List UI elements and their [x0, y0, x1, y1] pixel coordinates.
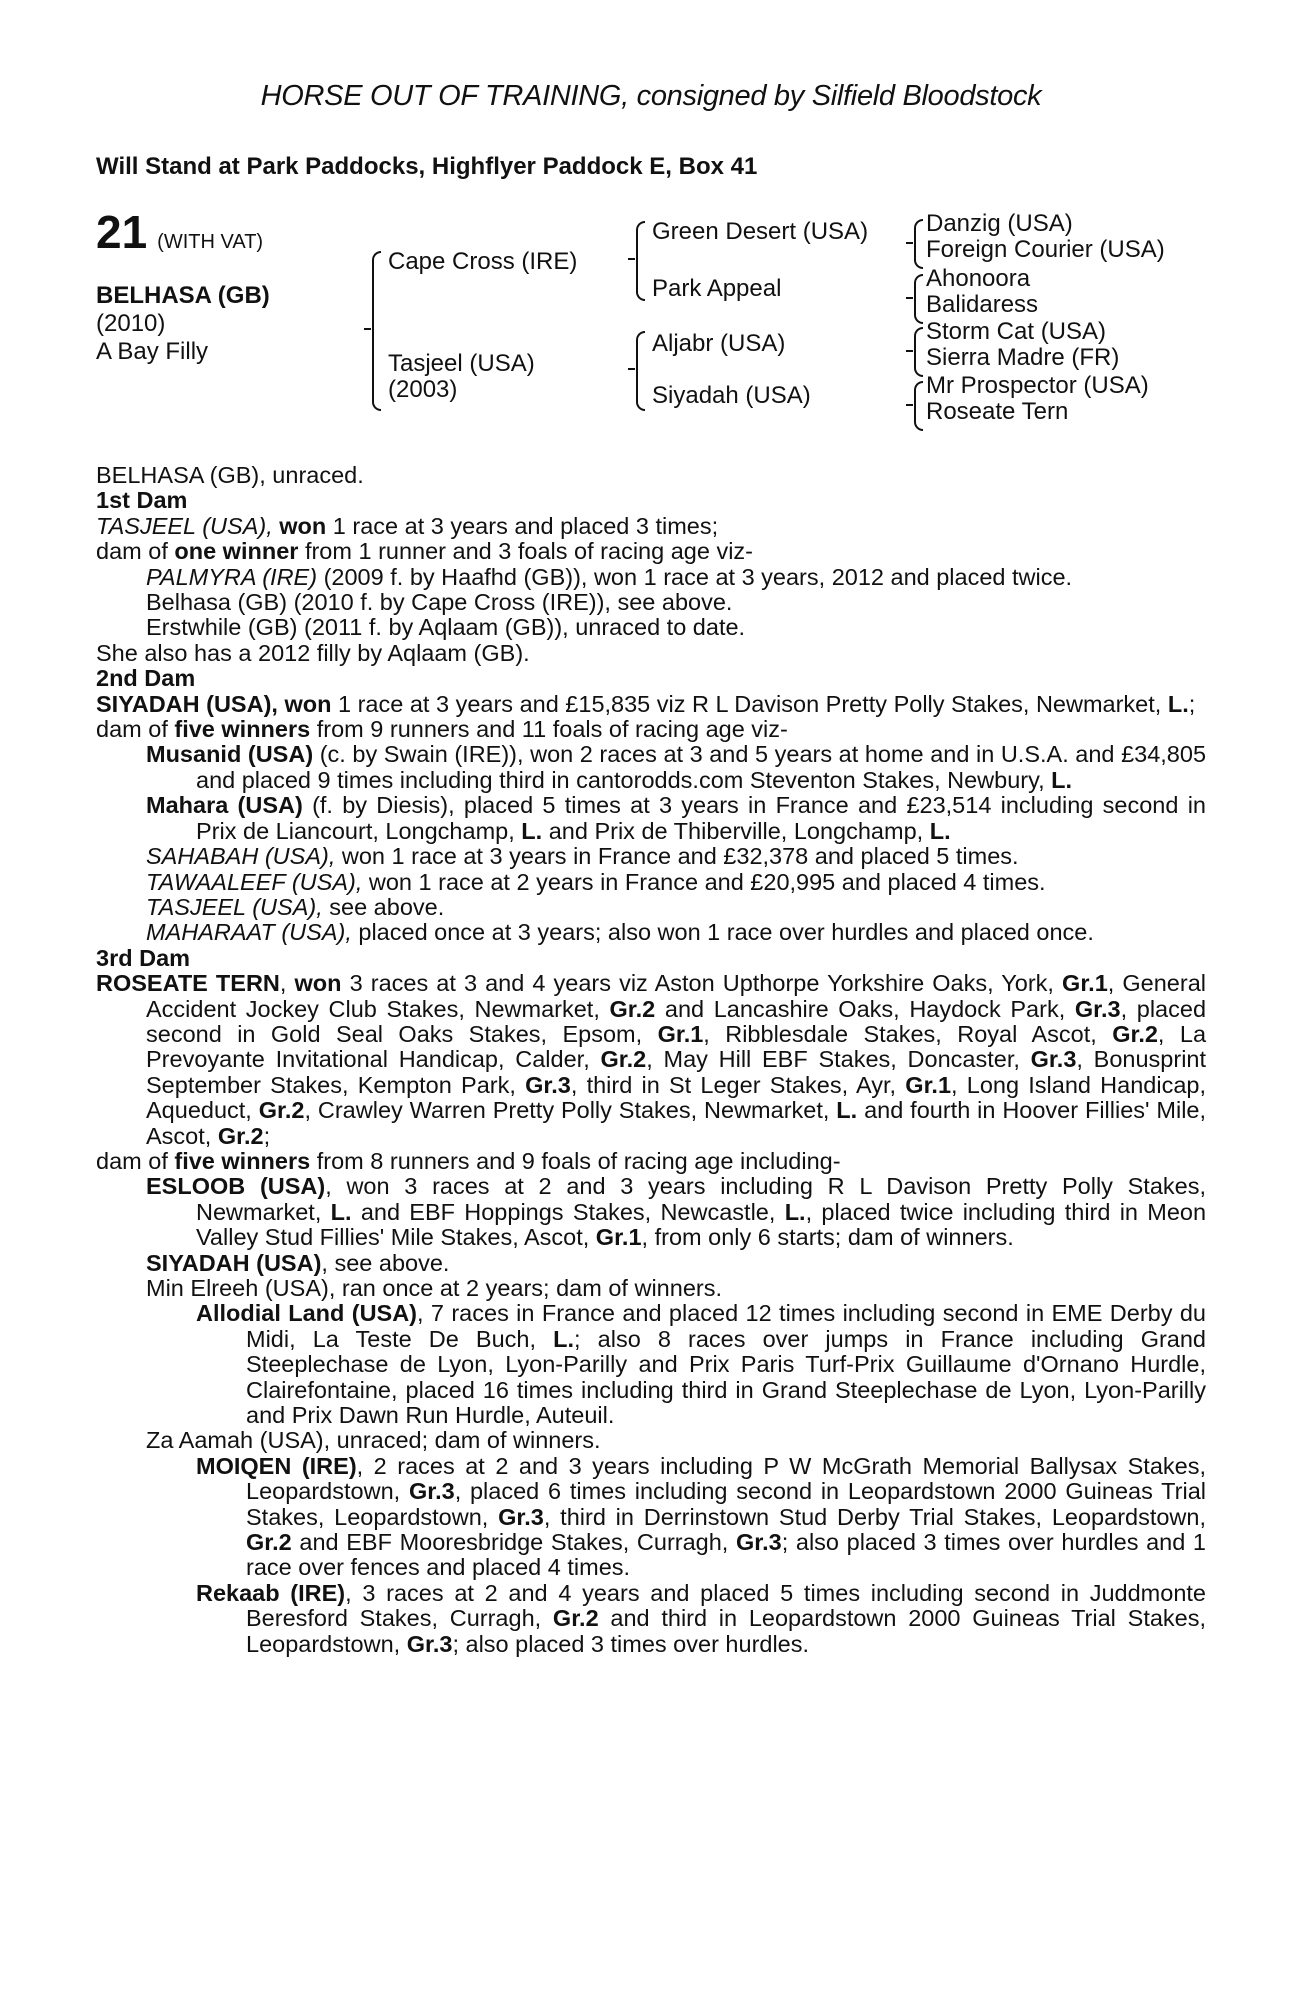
sire-sire: Green Desert (USA): [652, 218, 869, 245]
produce-entry: MOIQEN (IRE), 2 races at 2 and 3 years including P W McGrath Memorial Ballysax Stakes, Leopardstown, Gr.3, placed 6 times including second in Leopardstown 2000 Guineas Trial Stakes, Leopardstown, Gr.3, third in Derrinstown Stud Derby Trial Stakes, Leopardstown, Gr.2 and EBF Mooresbridge Stakes, Curragh, Gr.3; also placed 3 times over hurdles and 1 race over fences and placed 4 times.: [196, 1452, 1207, 1581]
ggp-1: Danzig (USA): [926, 210, 1073, 237]
also-note: She also has a 2012 filly by Aqlaam (GB).: [96, 639, 530, 666]
intro-line: BELHASA (GB), unraced.: [96, 462, 364, 488]
brace-ggp: [914, 327, 923, 377]
dam-record: ROSEATE TERN, won 3 races at 3 and 4 years viz Aston Upthorpe Yorkshire Oaks, York, Gr.1, General Accident Jockey Club Stakes, Newmarket, Gr.2 and Lancashire Oaks, Haydock Park, Gr.3, placed second in Gold Seal Oaks Stakes, Epsom, Gr.1, Ribblesdale Stakes, Royal Ascot, Gr.2, La Prevoyante Invitational Handicap, Calder, Gr.2, May Hill EBF Stakes, Doncaster, Gr.3, Bonusprint September Stakes, Kempton Park, Gr.3, third in St Leger Stakes, Ayr, Gr.1, Long Island Handicap, Aqueduct, Gr.2, Crawley Warren Pretty Polly Stakes, Newmarket, L. and fourth in Hoover Fillies' Mile, Ascot, Gr.2;: [96, 970, 1207, 1149]
produce-entry: TASJEEL (USA), see above.: [146, 893, 445, 920]
brace-tick: [906, 404, 913, 406]
second-dam-section: [96, 666, 1206, 945]
sire-name: Cape Cross (IRE): [388, 248, 578, 275]
ggp-4: Balidaress: [926, 291, 1039, 318]
lot-heading: [96, 206, 264, 258]
horse-description: A Bay Filly: [96, 338, 209, 365]
brace-tick: [364, 328, 371, 330]
produce-entry: Musanid (USA) (c. by Swain (IRE)), won 2 races at 3 and 5 years at home and in U.S.A. and £34,805 and placed 9 times including third in cantorodds.com Steventon Stakes, Newbury, L.: [146, 741, 1207, 793]
produce-summary: dam of five winners from 9 runners and 11 foals of racing age viz-: [96, 716, 788, 743]
dam-sire: Aljabr (USA): [652, 330, 786, 357]
produce-entry: SIYADAH (USA), see above.: [146, 1249, 450, 1276]
horse-year: (2010): [96, 310, 166, 337]
produce-entry: MAHARAAT (USA), placed once at 3 years; also won 1 race over hurdles and placed once.: [146, 919, 1094, 946]
dam-record: TASJEEL (USA), won 1 race at 3 years and placed 3 times;: [96, 512, 719, 539]
sire-dam: Park Appeal: [652, 275, 782, 302]
produce-summary: dam of one winner from 1 runner and 3 foals of racing age viz-: [96, 538, 753, 565]
brace-gen1: [372, 251, 381, 411]
produce-entry: Mahara (USA) (f. by Diesis), placed 5 times at 3 years in France and £23,514 including second in Prix de Liancourt, Longchamp, L. and Prix de Thiberville, Longchamp, L.: [146, 792, 1206, 844]
produce-entry: Rekaab (IRE), 3 races at 2 and 4 years and placed 5 times including second in Juddmonte Beresford Stakes, Curragh, Gr.2 and third in Leopardstown 2000 Guineas Trial Stakes, Leopardstown, Gr.3; also placed 3 times over hurdles.: [196, 1579, 1207, 1657]
dam-dam: Siyadah (USA): [652, 382, 811, 409]
brace-tick: [906, 297, 913, 299]
brace-sire: [636, 221, 645, 301]
ggp-3: Ahonoora: [926, 265, 1031, 292]
brace-tick: [628, 368, 635, 370]
ggp-5: Storm Cat (USA): [926, 318, 1107, 345]
ggp-8: Roseate Tern: [926, 398, 1069, 425]
vat-note: (WITH VAT): [157, 231, 264, 253]
dam-name: Tasjeel (USA): [388, 350, 535, 377]
brace-tick: [906, 350, 913, 352]
body-text: [96, 463, 1206, 1657]
produce-entry: PALMYRA (IRE) (2009 f. by Haafhd (GB)), won 1 race at 3 years, 2012 and placed twice.: [146, 563, 1073, 590]
page-title: HORSE OUT OF TRAINING, consigned by Silfield Bloodstock: [260, 80, 1042, 112]
produce-entry: Allodial Land (USA), 7 races in France and placed 12 times including second in EME Derby du Midi, La Teste De Buch, L.; also 8 races over jumps in France including Grand Steeplechase de Lyon, Lyon-Parilly and Prix Paris Turf-Prix Guillaume d'Ornano Hurdle, Clairefontaine, placed 16 times including third in Grand Steeplechase de Lyon, Lyon-Parilly and Prix Dawn Run Hurdle, Auteuil.: [196, 1300, 1207, 1429]
pedigree-table: [96, 206, 1206, 439]
ggp-6: Sierra Madre (FR): [926, 344, 1120, 371]
produce-entry: Za Aamah (USA), unraced; dam of winners.: [146, 1427, 601, 1454]
section-heading: 3rd Dam: [96, 944, 191, 971]
ggp-7: Mr Prospector (USA): [926, 372, 1149, 399]
lot-number: 21: [96, 206, 148, 258]
section-heading: 2nd Dam: [96, 665, 196, 692]
brace-ggp: [914, 274, 923, 324]
brace-ggp: [914, 219, 923, 269]
dam-record: SIYADAH (USA), won 1 race at 3 years and £15,835 viz R L Davison Pretty Polly Stakes, Newmarket, L.;: [96, 690, 1196, 717]
dam-year: (2003): [388, 376, 458, 403]
brace-dam: [636, 331, 645, 411]
brace-tick: [906, 242, 913, 244]
produce-entry: ESLOOB (USA), won 3 races at 2 and 3 years including R L Davison Pretty Polly Stakes, Newmarket, L. and EBF Hoppings Stakes, Newcastle, L., placed twice including third in Meon Valley Stud Fillies' Mile Stakes, Ascot, Gr.1, from only 6 starts; dam of winners.: [146, 1173, 1207, 1251]
catalogue-page: [96, 80, 1206, 1657]
first-dam-section: [96, 488, 1206, 666]
ggp-2: Foreign Courier (USA): [926, 236, 1165, 263]
brace-ggp: [914, 381, 923, 431]
produce-entry: TAWAALEEF (USA), won 1 race at 2 years in France and £20,995 and placed 4 times.: [146, 868, 1046, 895]
produce-entry: Erstwhile (GB) (2011 f. by Aqlaam (GB)), unraced to date.: [146, 614, 746, 641]
horse-name: BELHASA (GB): [96, 282, 270, 309]
brace-tick: [628, 258, 635, 260]
stand-location: Will Stand at Park Paddocks, Highflyer Paddock E, Box 41: [96, 153, 758, 180]
section-heading: 1st Dam: [96, 487, 188, 514]
produce-entry: Min Elreeh (USA), ran once at 2 years; dam of winners.: [146, 1275, 722, 1301]
produce-summary: dam of five winners from 8 runners and 9 foals of racing age including-: [96, 1147, 841, 1174]
third-dam-section: [96, 946, 1206, 1657]
produce-entry: SAHABAH (USA), won 1 race at 3 years in France and £32,378 and placed 5 times.: [146, 843, 1019, 870]
produce-entry: Belhasa (GB) (2010 f. by Cape Cross (IRE)), see above.: [146, 589, 733, 616]
